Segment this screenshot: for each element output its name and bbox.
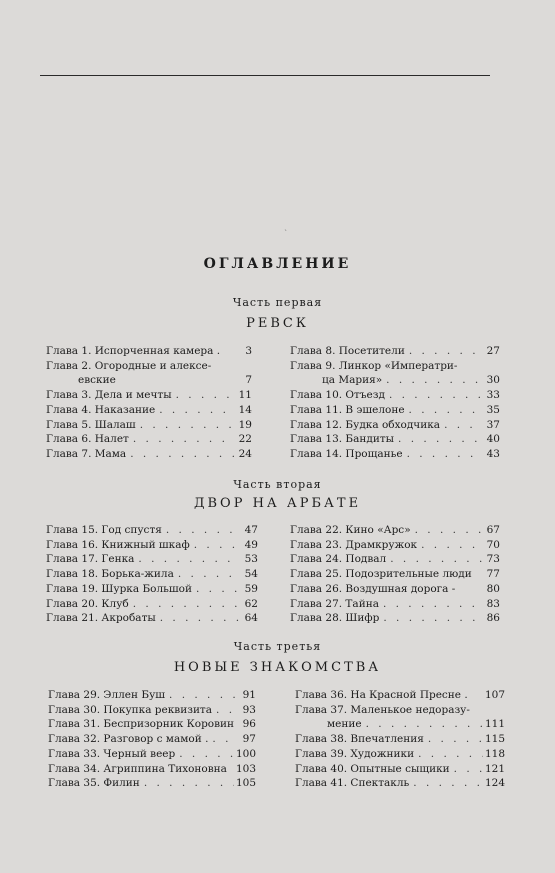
- toc-entry-label: Глава 22. Кино «Арс»: [290, 524, 411, 536]
- toc-entry-page: 40: [486, 433, 500, 446]
- toc-entry-page: 59: [244, 582, 258, 595]
- toc-entry-page: 97: [242, 733, 256, 746]
- toc-entry-label: Глава 5. Шалаш: [46, 418, 136, 431]
- toc-entry: [290, 344, 500, 359]
- toc-entry-label: Глава 27. Тайна: [290, 597, 379, 610]
- toc-entry: [46, 611, 258, 626]
- toc-entry-label: Глава 1. Испорченная камера .: [46, 345, 221, 357]
- dot-leader: [166, 523, 240, 538]
- toc-entry-label: Глава 39. Художники: [295, 747, 415, 760]
- toc-entry: [290, 538, 500, 553]
- toc-entry: [46, 418, 252, 433]
- toc-entry-label: Глава 3. Дела и мечты: [46, 389, 172, 402]
- toc-entry-label: Глава 33. Черный веер: [48, 747, 176, 760]
- dot-leader: [144, 776, 234, 791]
- toc-entry: [46, 359, 252, 374]
- toc-entry-page: 73: [486, 553, 500, 566]
- toc-entry-page: 53: [244, 553, 258, 566]
- toc-entry-label: Глава 20. Клуб: [46, 597, 129, 610]
- toc-entry: [290, 523, 500, 538]
- toc-entry-page: 3: [245, 345, 252, 357]
- dot-leader: [421, 538, 482, 553]
- toc-entry-page: 24: [238, 447, 252, 460]
- toc-entry: [290, 597, 500, 612]
- dot-leader: [133, 597, 240, 612]
- toc-entry: [46, 523, 258, 538]
- dot-leader: [390, 552, 482, 567]
- part-name: РЕВСК: [246, 316, 309, 331]
- toc-entry: [290, 567, 500, 582]
- toc-entry-page: 19: [238, 418, 252, 431]
- toc-entry-page: 115: [484, 733, 505, 746]
- toc-entry: [295, 747, 505, 762]
- dot-leader: [428, 732, 483, 747]
- dot-leader: [409, 344, 482, 359]
- dot-leader: [169, 688, 238, 703]
- toc-entry-label: Глава 31. Беспризорник Коровин: [48, 718, 235, 731]
- dot-leader: [398, 432, 482, 447]
- toc-entry-label: Глава 8. Посетители: [290, 345, 405, 357]
- toc-entry: [46, 567, 258, 582]
- toc-entry-page: 47: [244, 524, 258, 536]
- toc-entry: [48, 703, 256, 718]
- toc-entry: [48, 717, 256, 732]
- toc-entry: [295, 762, 505, 777]
- toc-entry-page: 35: [486, 403, 500, 416]
- toc-entry-page: 33: [486, 389, 500, 402]
- toc-entry-label: Глава 35. Филин: [48, 777, 140, 790]
- toc-entry: [46, 582, 258, 597]
- toc-entry-page: 70: [486, 538, 500, 551]
- dot-leader: [179, 747, 234, 762]
- part-label: Часть вторая: [233, 478, 322, 491]
- toc-entry-label: Глава 36. На Красной Пресне .: [295, 689, 468, 701]
- toc-title: ОГЛАВЛЕНИЕ: [203, 256, 352, 272]
- toc-entry-page: 80: [486, 582, 500, 595]
- dot-leader: [418, 747, 483, 762]
- toc-entry-page: 107: [484, 689, 505, 701]
- toc-entry-page: 14: [238, 403, 252, 416]
- dot-leader: [178, 567, 240, 582]
- dot-leader: [194, 538, 240, 553]
- toc-entry-label: Глава 7. Мама: [46, 447, 127, 460]
- toc-entry: [46, 403, 252, 418]
- toc-entry-page: 83: [486, 597, 500, 610]
- toc-entry: [290, 388, 500, 403]
- toc-entry-page: 105: [235, 777, 256, 790]
- toc-entry-label: Глава 38. Впечатления: [295, 733, 424, 746]
- toc-entry: [46, 447, 252, 462]
- toc-entry-page: 49: [244, 538, 258, 551]
- toc-entry: [46, 552, 258, 567]
- toc-entry: [295, 732, 505, 747]
- toc-entry-label: Глава 32. Разговор с мамой .: [48, 733, 209, 746]
- toc-entry: [295, 703, 505, 718]
- dot-leader: [140, 418, 234, 433]
- toc-entry: [290, 447, 500, 462]
- toc-entry-label: ца Мария»: [322, 374, 383, 387]
- dot-leader: [413, 776, 483, 791]
- toc-entry: [46, 388, 252, 403]
- dot-leader: [383, 611, 482, 626]
- dot-leader: [407, 447, 482, 462]
- toc-entry-page: 118: [484, 747, 505, 760]
- dot-leader: [138, 552, 240, 567]
- toc-entry: [48, 747, 256, 762]
- toc-entry: [46, 538, 258, 553]
- toc-entry-page: 62: [244, 597, 258, 610]
- toc-entry: [290, 373, 500, 388]
- toc-entry-label: Глава 24. Подвал: [290, 553, 387, 566]
- toc-entry-label: Глава 40. Опытные сыщики: [295, 762, 450, 775]
- toc-entry-label: Глава 26. Воздушная дорога -: [290, 582, 456, 595]
- dot-leader: [415, 523, 482, 538]
- toc-entry: [290, 418, 500, 433]
- toc-entry-page: 27: [486, 345, 500, 357]
- toc-entry-label: Глава 10. Отъезд: [290, 389, 385, 402]
- dot-leader: [444, 418, 482, 433]
- dot-leader: [176, 388, 234, 403]
- toc-entry-page: 86: [486, 612, 500, 625]
- toc-entry-label: Глава 23. Драмкружок: [290, 538, 418, 551]
- dot-leader: [160, 611, 240, 626]
- toc-entry: [46, 432, 252, 447]
- toc-entry-page: 43: [486, 447, 500, 460]
- toc-entry: [295, 717, 505, 732]
- toc-entry-label: Глава 9. Линкор «Императри-: [290, 359, 458, 372]
- dot-leader: [383, 597, 482, 612]
- toc-entry-label: Глава 6. Налет: [46, 433, 129, 446]
- part-label: Часть первая: [232, 296, 323, 309]
- dot-leader: [196, 582, 240, 597]
- toc-entry-page: 111: [484, 718, 505, 731]
- dot-leader: [454, 762, 483, 777]
- part-name: НОВЫЕ ЗНАКОМСТВА: [173, 660, 382, 675]
- dot-leader: [386, 373, 482, 388]
- toc-entry: [48, 762, 256, 777]
- toc-entry: [295, 688, 505, 703]
- toc-entry-page: 54: [244, 568, 258, 581]
- toc-entry-label: Глава 19. Шурка Большой: [46, 582, 192, 595]
- toc-entry-label: Глава 25. Подозрительные люди: [290, 568, 472, 581]
- toc-entry: [46, 597, 258, 612]
- dot-leader: [366, 717, 483, 732]
- dot-leader: [409, 403, 482, 418]
- toc-entry-label: Глава 12. Будка обходчика: [290, 418, 441, 431]
- toc-entry-page: 37: [486, 418, 500, 431]
- toc-entry-label: Глава 30. Покупка реквизита: [48, 703, 213, 716]
- dot-leader: [216, 703, 238, 718]
- dot-leader: [130, 447, 234, 462]
- toc-entry-label: Глава 15. Год спустя: [46, 524, 162, 536]
- toc-entry-page: 30: [486, 374, 500, 387]
- toc-entry-label: Глава 37. Маленькое недоразу-: [295, 703, 470, 716]
- toc-entry-label: Глава 28. Шифр: [290, 612, 380, 625]
- toc-entry: [290, 403, 500, 418]
- toc-entry: [290, 611, 500, 626]
- toc-entry-page: 91: [242, 689, 256, 701]
- toc-entry-label: Глава 21. Акробаты: [46, 612, 156, 625]
- toc-entry-page: 100: [235, 747, 256, 760]
- toc-entry: [46, 373, 252, 388]
- toc-entry-label: Глава 14. Прощанье: [290, 447, 403, 460]
- toc-entry-label: мение: [327, 718, 362, 731]
- toc-entry-page: 103: [235, 762, 256, 775]
- toc-entry: [295, 776, 505, 791]
- toc-entry-page: 124: [484, 777, 505, 790]
- part-label: Часть третья: [233, 640, 322, 653]
- toc-entry-label: Глава 18. Борька-жила: [46, 568, 174, 581]
- dot-leader: [389, 388, 482, 403]
- toc-entry-page: 121: [484, 762, 505, 775]
- toc-entry: [290, 582, 500, 597]
- toc-entry-label: Глава 16. Книжный шкаф: [46, 538, 190, 551]
- toc-entry: [46, 344, 252, 359]
- dot-leader: [212, 732, 238, 747]
- toc-entry-page: 7: [245, 374, 252, 387]
- toc-entry-label: Глава 41. Спектакль: [295, 777, 410, 790]
- toc-entry-label: Глава 13. Бандиты: [290, 433, 395, 446]
- toc-entry-page: 96: [242, 718, 256, 731]
- toc-entry: [290, 552, 500, 567]
- toc-entry-page: 77: [486, 568, 500, 581]
- toc-entry-label: Глава 4. Наказание: [46, 403, 156, 416]
- toc-entry-label: Глава 29. Эллен Буш: [48, 689, 166, 701]
- toc-entry-label: Глава 34. Агриппина Тихоновна: [48, 762, 227, 775]
- toc-entry-page: 67: [486, 524, 500, 536]
- toc-entry-page: 93: [242, 703, 256, 716]
- toc-entry: [48, 732, 256, 747]
- dot-leader: [159, 403, 234, 418]
- toc-entry: [48, 688, 256, 703]
- top-rule: [40, 75, 490, 76]
- toc-entry-label: Глава 11. В эшелоне: [290, 403, 405, 416]
- toc-entry-label: Глава 17. Генка: [46, 553, 135, 566]
- toc-entry: [48, 776, 256, 791]
- toc-entry-label: евские: [78, 374, 116, 387]
- toc-entry-label: Глава 2. Огородные и алексе-: [46, 359, 212, 372]
- toc-entry: [290, 432, 500, 447]
- toc-entry: [290, 359, 500, 374]
- toc-entry-page: 22: [238, 433, 252, 446]
- small-mark: `: [284, 229, 288, 238]
- dot-leader: [133, 432, 234, 447]
- toc-entry-page: 11: [238, 389, 252, 402]
- part-name: ДВОР НА АРБАТЕ: [193, 496, 362, 511]
- toc-entry-page: 64: [244, 612, 258, 625]
